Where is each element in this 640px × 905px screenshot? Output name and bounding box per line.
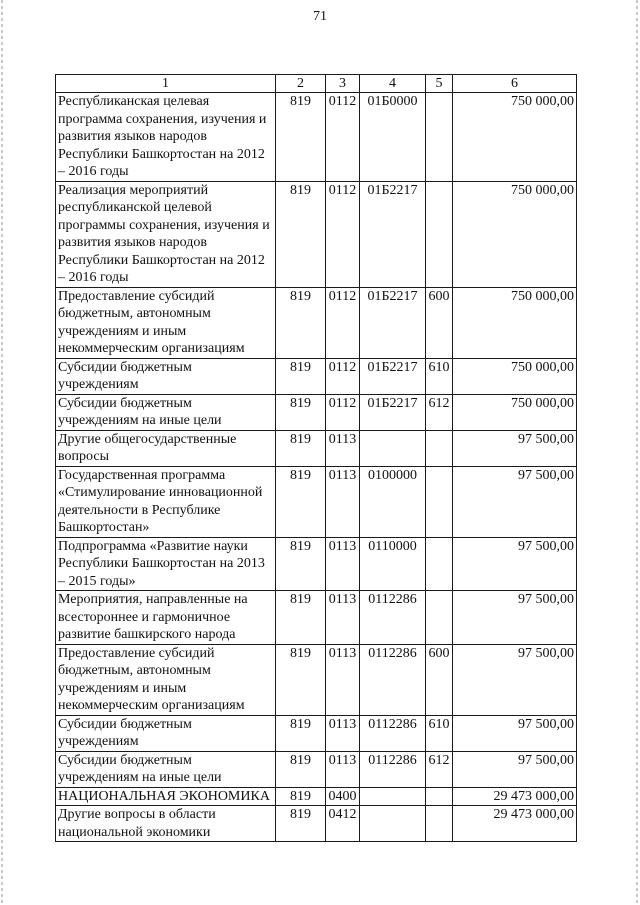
table-row [56,537,577,591]
row-section-cell: 0112 [326,287,360,358]
row-type-cell: 612 [426,394,453,430]
row-section-cell: 0113 [326,537,360,591]
row-section-cell: 0113 [326,591,360,645]
row-type-cell [426,430,453,466]
row-section-cell: 0113 [326,751,360,787]
table-body [56,93,577,842]
row-code-cell: 819 [276,644,326,715]
row-amount-cell: 97 500,00 [453,591,577,645]
header-cell: 2 [276,75,326,93]
row-name-cell: Субсидии бюджетным учреждениям на иные цели [56,751,276,787]
table-row [56,430,577,466]
row-name-cell: Субсидии бюджетным учреждениям на иные цели [56,394,276,430]
row-target-cell [360,806,426,842]
row-type-cell: 600 [426,287,453,358]
row-name-cell: Субсидии бюджетным учреждениям [56,358,276,394]
row-target-cell [360,787,426,806]
row-target-cell: 01Б0000 [360,93,426,182]
row-target-cell: 01Б2217 [360,181,426,287]
row-name-cell: Другие вопросы в области национальной экономики [56,806,276,842]
table-row [56,751,577,787]
table-row [56,591,577,645]
row-type-cell [426,787,453,806]
row-target-cell [360,430,426,466]
row-name-cell: Республиканская целевая программа сохранения, изучения и развития языков народов Республики Башкортостан на 2012 – 2016 годы [56,93,276,182]
row-section-cell: 0112 [326,93,360,182]
row-code-cell: 819 [276,715,326,751]
table-row [56,93,577,182]
row-code-cell: 819 [276,358,326,394]
row-code-cell: 819 [276,537,326,591]
row-name-cell: Государственная программа «Стимулирование инновационной деятельности в Республике Башкортостан» [56,466,276,537]
header-cell: 4 [360,75,426,93]
row-amount-cell: 750 000,00 [453,394,577,430]
row-target-cell: 01Б2217 [360,394,426,430]
header-cell: 1 [56,75,276,93]
row-amount-cell: 97 500,00 [453,715,577,751]
row-name-cell: Мероприятия, направленные на всестороннее и гармоничное развитие башкирского народа [56,591,276,645]
table-row [56,644,577,715]
budget-table [55,74,577,842]
row-target-cell: 0112286 [360,751,426,787]
row-code-cell: 819 [276,181,326,287]
row-section-cell: 0113 [326,466,360,537]
header-cell: 5 [426,75,453,93]
row-code-cell: 819 [276,430,326,466]
header-cell: 3 [326,75,360,93]
row-name-cell: Предоставление субсидий бюджетным, автономным учреждениям и иным некоммерческим организациям [56,644,276,715]
row-name-cell: Реализация мероприятий республиканской целевой программы сохранения, изучения и развития языков народов Республики Башкортостан на 2012 – 2016 годы [56,181,276,287]
row-type-cell [426,806,453,842]
row-code-cell: 819 [276,93,326,182]
row-section-cell: 0112 [326,181,360,287]
row-name-cell: Субсидии бюджетным учреждениям [56,715,276,751]
row-target-cell: 0100000 [360,466,426,537]
row-code-cell: 819 [276,751,326,787]
row-target-cell: 0112286 [360,591,426,645]
row-type-cell [426,466,453,537]
row-name-cell: Подпрограмма «Развитие науки Республики Башкортостан на 2013 – 2015 годы» [56,537,276,591]
table-row [56,287,577,358]
row-name-cell: Предоставление субсидий бюджетным, автономным учреждениям и иным некоммерческим организациям [56,287,276,358]
row-code-cell: 819 [276,806,326,842]
row-name-cell: НАЦИОНАЛЬНАЯ ЭКОНОМИКА [56,787,276,806]
row-target-cell: 01Б2217 [360,287,426,358]
row-section-cell: 0400 [326,787,360,806]
page-number: 71 [313,9,327,24]
row-code-cell: 819 [276,466,326,537]
row-amount-cell: 97 500,00 [453,751,577,787]
row-amount-cell: 97 500,00 [453,537,577,591]
row-name-cell: Другие общегосударственные вопросы [56,430,276,466]
row-amount-cell: 750 000,00 [453,287,577,358]
table-row [56,806,577,842]
row-amount-cell: 29 473 000,00 [453,806,577,842]
row-type-cell [426,93,453,182]
table-row [56,181,577,287]
row-section-cell: 0112 [326,358,360,394]
row-section-cell: 0113 [326,644,360,715]
row-code-cell: 819 [276,787,326,806]
row-amount-cell: 750 000,00 [453,181,577,287]
row-section-cell: 0112 [326,394,360,430]
row-type-cell: 610 [426,358,453,394]
row-target-cell: 01Б2217 [360,358,426,394]
row-section-cell: 0412 [326,806,360,842]
table-row [56,787,577,806]
row-type-cell: 610 [426,715,453,751]
header-cell: 6 [453,75,577,93]
row-code-cell: 819 [276,591,326,645]
row-type-cell [426,591,453,645]
row-section-cell: 0113 [326,430,360,466]
header-row [56,75,577,93]
row-target-cell: 0110000 [360,537,426,591]
row-code-cell: 819 [276,394,326,430]
row-amount-cell: 97 500,00 [453,644,577,715]
row-code-cell: 819 [276,287,326,358]
row-type-cell: 600 [426,644,453,715]
row-amount-cell: 750 000,00 [453,93,577,182]
row-target-cell: 0112286 [360,715,426,751]
table-row [56,466,577,537]
table-row [56,358,577,394]
table-row [56,715,577,751]
row-target-cell: 0112286 [360,644,426,715]
row-amount-cell: 750 000,00 [453,358,577,394]
row-amount-cell: 97 500,00 [453,430,577,466]
row-amount-cell: 29 473 000,00 [453,787,577,806]
row-amount-cell: 97 500,00 [453,466,577,537]
scan-edge-right [636,0,638,905]
row-type-cell: 612 [426,751,453,787]
table-row [56,394,577,430]
row-section-cell: 0113 [326,715,360,751]
row-type-cell [426,181,453,287]
scan-edge-left [1,0,3,905]
row-type-cell [426,537,453,591]
